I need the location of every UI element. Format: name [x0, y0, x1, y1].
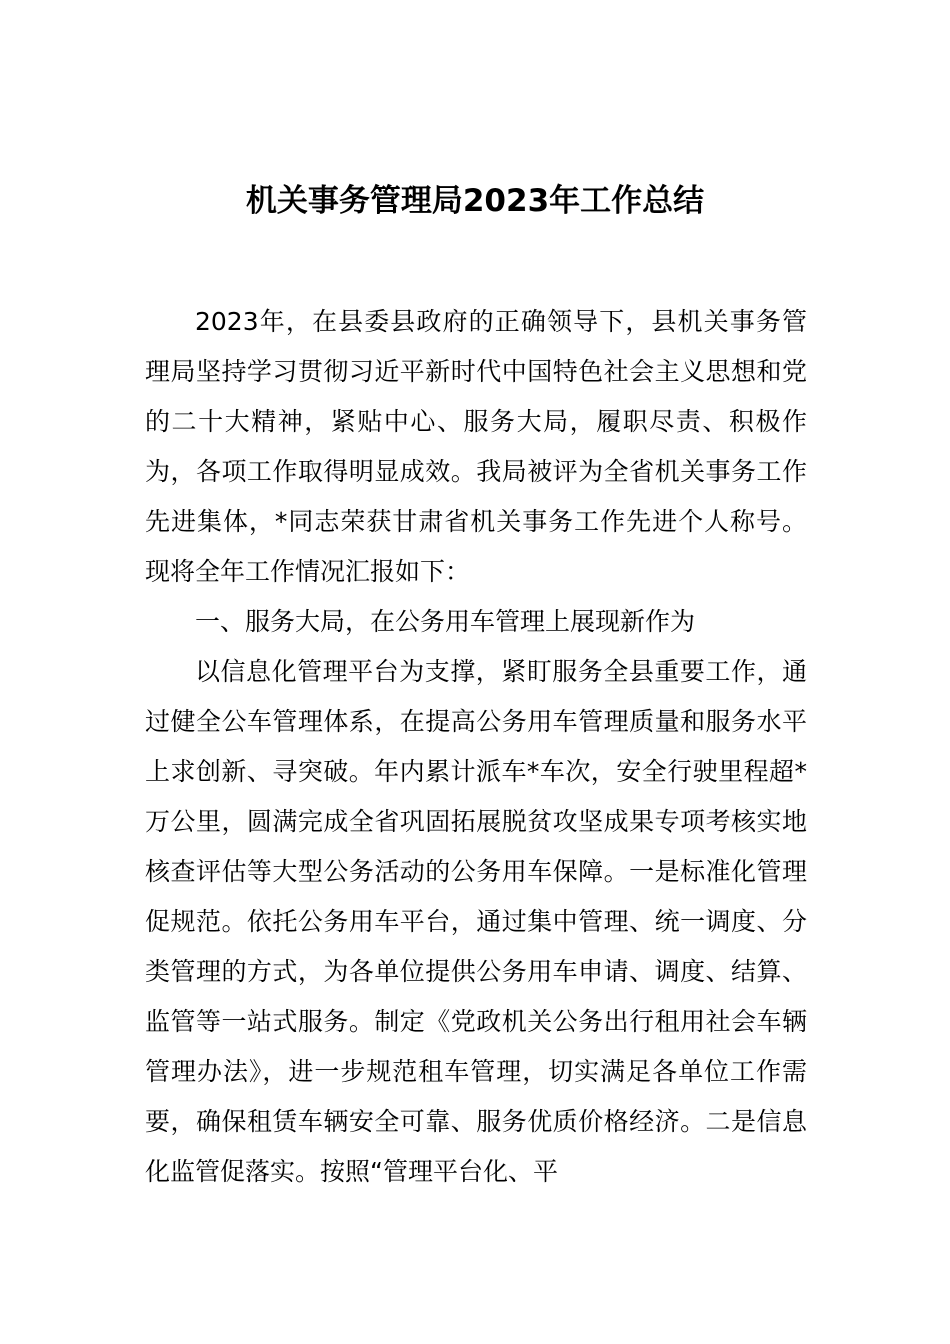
section-heading: 一、服务大局，在公务用车管理上展现新作为 [195, 607, 696, 636]
section-paragraph: 以信息化管理平台为支撑，紧盯服务全县重要工作，通过健全公车管理体系，在提高公务用车管理质量和服务水平上求创新、寻突破。年内累计派车*车次，安全行驶里程超*万公里，圆满完成全省巩固拓展脱贫攻坚成果专项考核实地核查评估等大型公务活动的公务用车保障。一是标准化管理促规范。依托公务用车平台，通过集中管理、统一调度、分类管理的方式，为各单位提供公务用车申请、调度、结算、监管等一站式服务。制定《党政机关公务出行租用社会车辆管理办法》，进一步规范租车管理，切实满足各单位工作需要，确保租赁车辆安全可靠、服务优质价格经济。二是信息化监管促落实。按照“管理平台化、平 [145, 657, 807, 1186]
document-body [145, 297, 807, 1197]
intro-paragraph: 2023年，在县委县政府的正确领导下，县机关事务管理局坚持学习贯彻习近平新时代中国特色社会主义思想和党的二十大精神，紧贴中心、服务大局，履职尽责、积极作为，各项工作取得明显成效。我局被评为全省机关事务工作先进集体，*同志荣获甘肃省机关事务工作先进个人称号。现将全年工作情况汇报如下： [145, 307, 807, 586]
document-title: 机关事务管理局2023年工作总结 [245, 182, 705, 219]
